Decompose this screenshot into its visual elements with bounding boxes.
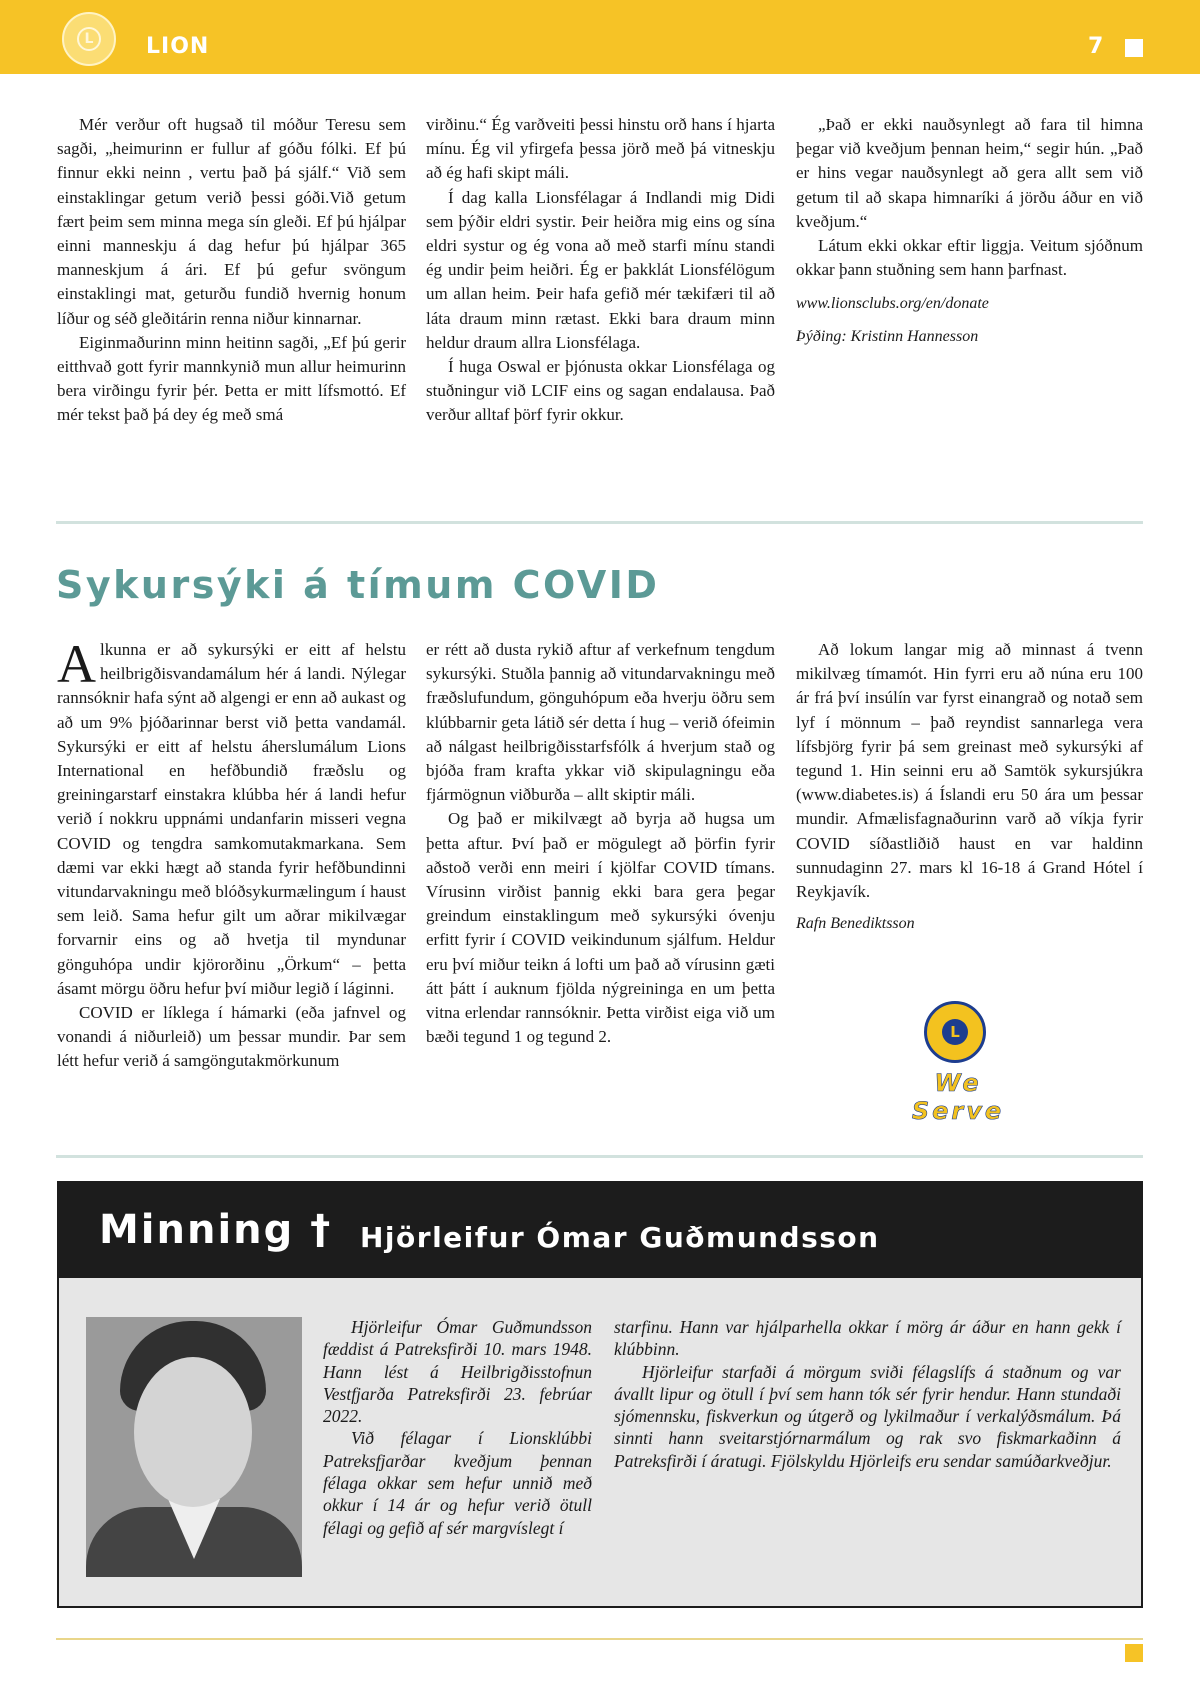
paragraph: starfinu. Hann var hjálparhella okkar í mörg ár áður en hann gekk í klúbbinn.	[614, 1317, 1121, 1360]
paragraph: Og það er mikilvægt að byrja að hugsa um þetta aftur. Því það er mögulegt að þörfin fyrir aðstoð verði enn meiri í kjölfar COVID tímans. Vírusinn virðist þannig ekki bara gera þegar greindum einstaklingum með sykursýki óvenju erfitt fyrir í COVID veikindunum sjálfum. Heldur eru því miður teikn á lofti um það að vírusinn gæti átt þátt í auknum fjölda nýgreininga en um þetta vitna erlendar rannsóknir. Þetta virðist eiga við um bæði tegund 1 og tegund 2.	[426, 809, 775, 1047]
top-article-column-2	[426, 113, 775, 428]
section-divider	[56, 521, 1143, 524]
paragraph: Í huga Oswal er þjónusta okkar Lionsfélaga og stuðningur við LCIF eins og sagan endalausa. Það verður alltaf þörf fyrir okkur.	[426, 357, 775, 425]
obituary-title: Minning †	[99, 1207, 333, 1253]
obituary-name: Hjörleifur Ómar Guðmundsson	[360, 1221, 880, 1254]
paragraph: Mér verður oft hugsað til móður Teresu sem sagði, „heimurinn er fullur af góðu fólki. Ef þú finnur ekki neinn , vertu það þá sjálf.“ Við sem einstaklingar getum verið þessi góði.Við getum fært þeim sem minna mega sín gleði. Ef þú hjálpar einni manneskju á dag hefur þú hjálpar 365 manneskjum á ári. Ef þú gefur svöngum einstaklingi mat, geturðu fundið hvernig honum líður og séð gleðitárin renna niður kinnarnar.	[57, 115, 406, 328]
lions-emblem-icon	[924, 1001, 986, 1063]
we-serve-slogan: We Serve	[911, 1069, 1005, 1125]
footer-square-marker	[1125, 1644, 1143, 1662]
drop-cap: A	[57, 634, 96, 694]
covid-article-column-3	[796, 638, 1143, 936]
paragraph: „Það er ekki nauðsynlegt að fara til himna þegar við kveðjum þennan heim,“ segir hún. „Það er hins vegar nauðsynlegt að gera allt sem við getum til að skapa himnaríki á jörðu áður en við kveðjum.“	[796, 115, 1143, 231]
footer-rule	[56, 1638, 1143, 1640]
section-divider	[56, 1155, 1143, 1158]
header-square-marker	[1125, 39, 1143, 57]
magazine-title: LION	[146, 34, 210, 59]
lions-emblem-letter: L	[84, 31, 94, 47]
obituary-header	[57, 1181, 1143, 1278]
covid-article-column-1	[57, 634, 406, 1074]
translator-credit: Þýðing: Kristinn Hannesson	[796, 327, 979, 345]
paragraph: Hjörleifur starfaði á mörgum sviði félagslífs á staðnum og var ávallt lipur og ötull í því sem hann tók sér fyrir hendur. Hann stundaði sjómennsku, fiskverkun og útgerð og lykilmaður í verkalýðsmálum. Þá sinnti hann sveitarstjórnarmálum og rak svo fiskmarkaðinn á Patreksfirði í áratugi. Fjölskyldu Hjörleifs eru sendar samúðarkveðjur.	[614, 1361, 1121, 1471]
paragraph: Við félagar í Lionsklúbbi Patreksfjarðar kveðjum þennan félaga okkar sem hefur unnið með okkur í 14 ár og hefur verið ötull félagi og gefið af sér margvíslegt í	[323, 1428, 592, 1538]
lions-we-serve-logo	[888, 1001, 1028, 1125]
paragraph: Eiginmaðurinn minn heitinn sagði, „Ef þú gerir eitthvað gott fyrir mannkynið mun allur heimurinn bera virðingu fyrir þér. Þetta er mitt lífsmottó. Ef mér tekst það þá dey ég með smá	[57, 332, 406, 425]
lions-emblem-icon	[62, 12, 116, 66]
paragraph: Að lokum langar mig að minnast á tvenn mikilvæg tímamót. Hin fyrri eru að núna eru 100 ár frá því insúlín var fyrst einangrað og notað sem lyf í mönnum – það reyndist sannarlega vera lífsbjörg fyrir þá sem greinast með sykursýki af tegund 1. Hin seinni eru að Samtök sykursjúkra (www.diabetes.is) á Íslandi eru 50 ára um þessar mundir. Afmælisfagnaðurinn varð að víkja fyrir COVID síðastliðið haust en var haldinn sunnudaginn 27. mars kl 16-18 á Grand Hótel í Reykjavík.	[796, 640, 1143, 902]
article-title: Sykursýki á tímum COVID	[56, 563, 660, 607]
paragraph: Hjörleifur Ómar Guðmundsson fæddist á Patreksfirði 10. mars 1948. Hann lést á Heilbrigðisstofnun Vestfjarða Patreksfirði 23. febrúar 2022.	[323, 1317, 592, 1427]
top-article-column-1	[57, 113, 406, 428]
page-header	[0, 0, 1200, 74]
covid-article-column-2	[426, 638, 775, 1049]
paragraph: er rétt að dusta rykið aftur af verkefnum tengdum sykursýki. Stuðla þannig að vitundarvakningu með fræðslufundum, gönguhópum eða hverju öðru sem klúbbarnir geta látið sér detta í hug – verið ófeimin að nálgast heilbrigðisstarfsfólk á hverjum stað og bjóða fram krafta ykkar við skipulagningu eða fjármögnun viðburða – allt skiptir máli.	[426, 640, 775, 805]
paragraph: Látum ekki okkar eftir liggja. Veitum sjóðnum okkar þann stuðning sem hann þarfnast.	[796, 236, 1143, 280]
paragraph: virðinu.“ Ég varðveiti þessi hinstu orð hans í hjarta mínu. Ég vil yfirgefa þessa jörð með þá vitneskju að ég hafi skipt máli.	[426, 115, 775, 183]
obituary-column-2	[614, 1316, 1121, 1472]
portrait-photo	[86, 1317, 302, 1577]
lions-emblem-letter: L	[950, 1023, 960, 1041]
page-number: 7	[1088, 34, 1104, 59]
donate-link[interactable]: www.lionsclubs.org/en/donate	[796, 295, 989, 313]
obituary-column-1	[323, 1316, 592, 1539]
author-credit: Rafn Benediktsson	[796, 915, 915, 933]
paragraph: Í dag kalla Lionsfélagar á Indlandi mig Didi sem þýðir eldri systir. Þeir heiðra mig eins og sína eldri systur og ég vona að með starfi mínu standi ég undir þeim heiðri. Ég er þakklát Lionsfélögum um allan heim. Þeir hafa gefið mér tækifæri til að láta draum minn rætast. Ekki bara draum minn heldur draum allra Lionsfélaga.	[426, 187, 775, 352]
paragraph: COVID er líklega í hámarki (eða jafnvel og vonandi á niðurleið) um þessar mundir. Þar sem létt hefur verið á samgöngutakmörkunum	[57, 1003, 406, 1071]
paragraph: Alkunna er að sykursýki er eitt af helstu heilbrigðisvandamálum hér á landi. Nýlegar rannsóknir hafa sýnt að algengi er enn að aukast og að um 9% þjóðarinnar berst við þetta vandamál. Sykursýki er eitt af helstu áherslumálum Lions International en hefðbundið fræðslu og greiningarstarf einstakra klúbba hér á landi hefur verið í nokkru uppnámi undanfarin misseri vegna COVID og tengdra samkomutakmarkana. Sem dæmi var ekki hægt að standa fyrir hefðbundinni vitundarvakningu með blóðsykurmælingum í haust sem leið. Sama hefur gilt um aðrar mikilvægar forvarnir eins og að hvetja til myndunar gönguhópa undir kjörorðinu „Örkum“ – þetta ásamt mörgu öðru hefur því miður legið í láginni.	[57, 634, 406, 998]
top-article-column-3	[796, 113, 1143, 349]
